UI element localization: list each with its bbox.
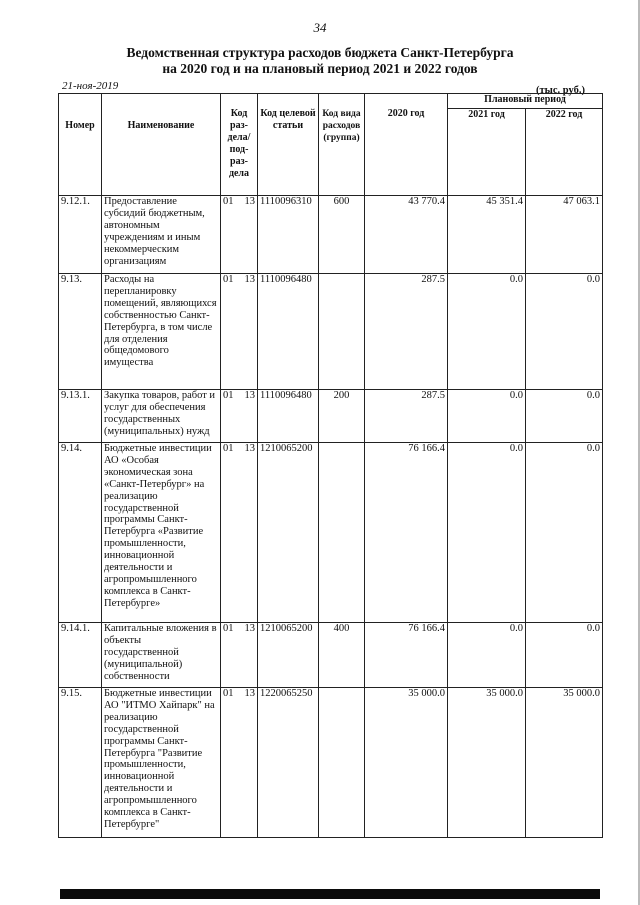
scan-bottom-border [60,889,600,899]
row-name: Предоставление субсидий бюджетным, автономным учреждениям и иным некоммерческим организациям [102,196,221,274]
row-target: 1210065200 [258,623,319,688]
row-section: 01 13 [221,274,258,390]
document-date: 21-ноя-2019 [62,80,119,92]
table-row [59,688,603,838]
row-2021: 0.0 [448,390,526,443]
header-target: Код целевой статьи [258,94,319,196]
header-planned-period: Плановый период [448,94,603,109]
header-number: Номер [59,94,102,196]
row-name: Расходы на перепланировку помещений, являющихся собственностью Санкт-Петербурга, в том числе для отделения общедомового имущества [102,274,221,390]
table-row [59,196,603,274]
units-label: (тыс. руб.) [536,85,585,96]
budget-table [58,93,603,838]
table-row [59,443,603,623]
row-2021: 0.0 [448,443,526,623]
row-2022: 0.0 [526,390,603,443]
row-section: 01 13 [221,196,258,274]
row-number: 9.12.1. [59,196,102,274]
row-number: 9.13. [59,274,102,390]
row-2020: 287.5 [365,390,448,443]
row-number: 9.15. [59,688,102,838]
page-number: 34 [313,20,327,35]
row-2020: 76 166.4 [365,443,448,623]
document-title [0,45,640,77]
row-2021: 0.0 [448,623,526,688]
row-name: Бюджетные инвестиции АО "ИТМО Хайпарк" на реализацию государственной программы Санкт-Петербурга "Развитие промышленности, инновационной деятельности и агропромышленного комплекса в Санкт-Петербурге" [102,688,221,838]
row-number: 9.14. [59,443,102,623]
row-2021: 45 351.4 [448,196,526,274]
row-section: 01 13 [221,443,258,623]
row-type: 400 [319,623,365,688]
header-2020: 2020 год [365,94,448,196]
row-section: 01 13 [221,390,258,443]
row-name: Капитальные вложения в объекты государственной (муниципальной) собственности [102,623,221,688]
header-2021: 2021 год [448,109,526,196]
header-section: Код раз- дела/ под- раз- дела [221,94,258,196]
row-number: 9.13.1. [59,390,102,443]
row-2021: 0.0 [448,274,526,390]
row-name: Бюджетные инвестиции АО «Особая экономическая зона «Санкт-Петербург» на реализацию государственной программы Санкт-Петербурга «Развитие промышленности, инновационной деятельности и агропромышленного комплекса в Санкт-Петербурге» [102,443,221,623]
row-target: 1110096310 [258,196,319,274]
row-2020: 287.5 [365,274,448,390]
title-line-1: Ведомственная структура расходов бюджета Санкт-Петербурга [126,45,514,60]
row-number: 9.14.1. [59,623,102,688]
row-2021: 35 000.0 [448,688,526,838]
row-2022: 0.0 [526,274,603,390]
row-section: 01 13 [221,688,258,838]
row-2022: 0.0 [526,443,603,623]
row-type [319,443,365,623]
row-2020: 76 166.4 [365,623,448,688]
row-type [319,688,365,838]
row-2020: 43 770.4 [365,196,448,274]
header-type: Код вида расходов (группа) [319,94,365,196]
row-target: 1110096480 [258,390,319,443]
row-2022: 35 000.0 [526,688,603,838]
table-row [59,623,603,688]
row-2022: 47 063.1 [526,196,603,274]
header-name: Наименование [102,94,221,196]
row-target: 1110096480 [258,274,319,390]
header-2022: 2022 год [526,109,603,196]
title-line-2: на 2020 год и на плановый период 2021 и 2022 годов [162,61,478,76]
table-row [59,390,603,443]
table-body [59,196,603,838]
row-2020: 35 000.0 [365,688,448,838]
row-section: 01 13 [221,623,258,688]
row-type [319,274,365,390]
row-2022: 0.0 [526,623,603,688]
row-name: Закупка товаров, работ и услуг для обеспечения государственных (муниципальных) нужд [102,390,221,443]
table-row [59,274,603,390]
row-target: 1220065250 [258,688,319,838]
row-target: 1210065200 [258,443,319,623]
row-type: 200 [319,390,365,443]
row-type: 600 [319,196,365,274]
